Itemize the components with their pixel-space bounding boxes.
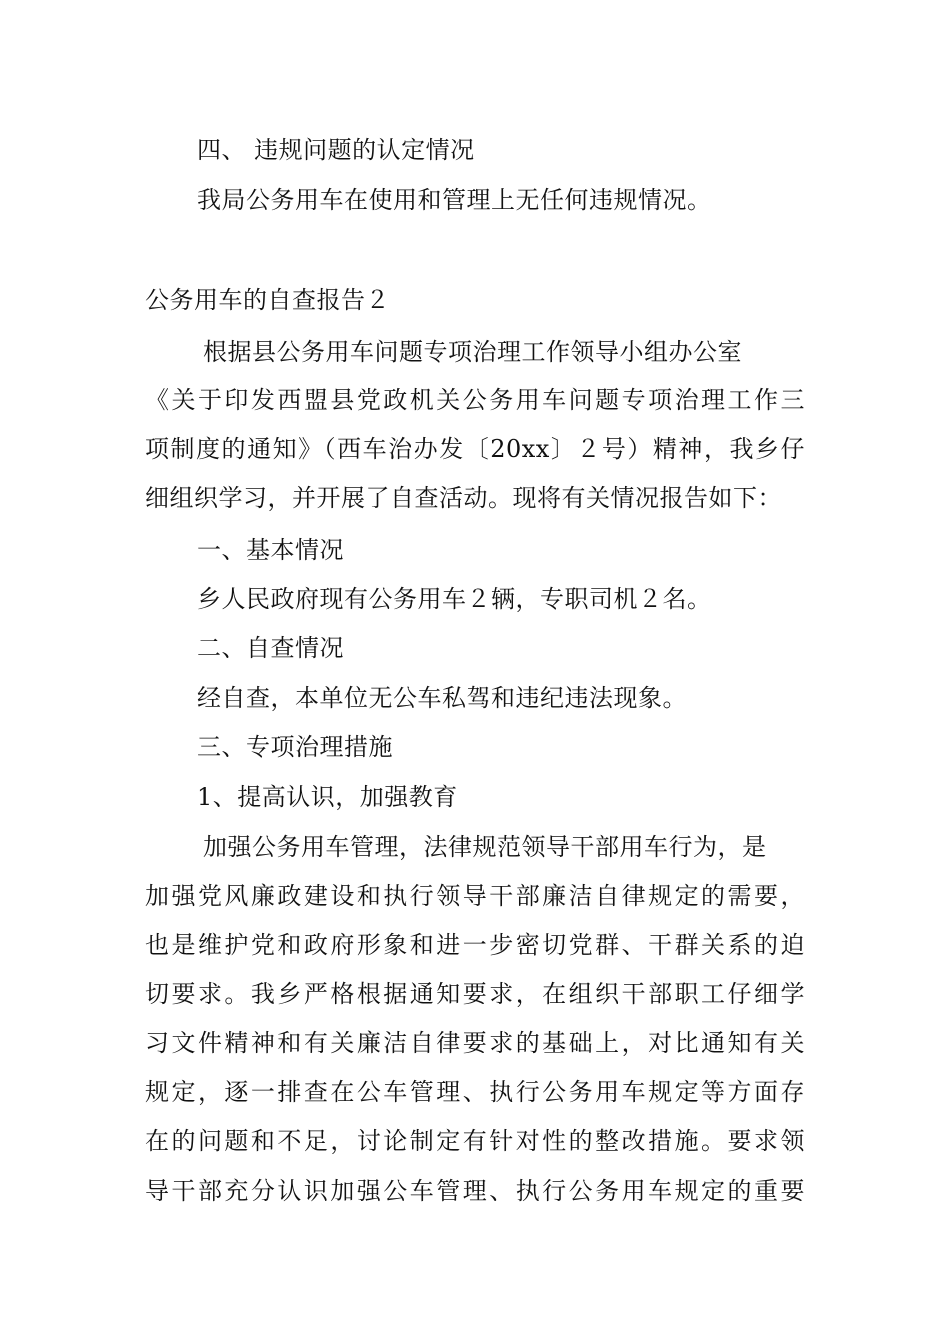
body-line-2: 加强党风廉政建设和执行领导干部廉洁自律规定的需要，: [145, 882, 805, 910]
body-line-8: 导干部充分认识加强公车管理、执行公务用车规定的重要: [145, 1177, 805, 1205]
report-title: 公务用车的自查报告２: [145, 286, 390, 314]
intro-line-2: 《关于印发西盟县党政机关公务用车问题专项治理工作三: [145, 386, 805, 414]
intro-line-3: 项制度的通知》（西车治办发〔20xx〕２号）精神，我乡仔: [145, 435, 805, 463]
heading-self-check: 二、自查情况: [197, 634, 344, 662]
intro-line-1: 根据县公务用车问题专项治理工作领导小组办公室: [203, 338, 742, 366]
text-basic-situation: 乡人民政府现有公务用车２辆，专职司机２名。: [197, 585, 712, 613]
sub-heading-awareness: 1、提高认识，加强教育: [197, 783, 458, 811]
section-four-text: 我局公务用车在使用和管理上无任何违规情况。: [197, 186, 712, 214]
body-line-4: 切要求。我乡严格根据通知要求，在组织干部职工仔细学: [145, 980, 805, 1008]
heading-basic-situation: 一、基本情况: [197, 536, 344, 564]
heading-measures: 三、专项治理措施: [197, 733, 393, 761]
body-line-3: 也是维护党和政府形象和进一步密切党群、干群关系的迫: [145, 931, 805, 959]
section-four-heading: 四、 违规问题的认定情况: [197, 136, 475, 164]
body-line-6: 规定，逐一排查在公车管理、执行公务用车规定等方面存: [145, 1078, 805, 1106]
body-line-1: 加强公务用车管理，法律规范领导干部用车行为，是: [203, 833, 767, 861]
intro-line-4: 细组织学习，并开展了自查活动。现将有关情况报告如下：: [145, 484, 782, 512]
body-line-7: 在的问题和不足，讨论制定有针对性的整改措施。要求领: [145, 1127, 805, 1155]
text-self-check: 经自查，本单位无公车私驾和违纪违法现象。: [197, 684, 687, 712]
body-line-5: 习文件精神和有关廉洁自律要求的基础上，对比通知有关: [145, 1029, 805, 1057]
